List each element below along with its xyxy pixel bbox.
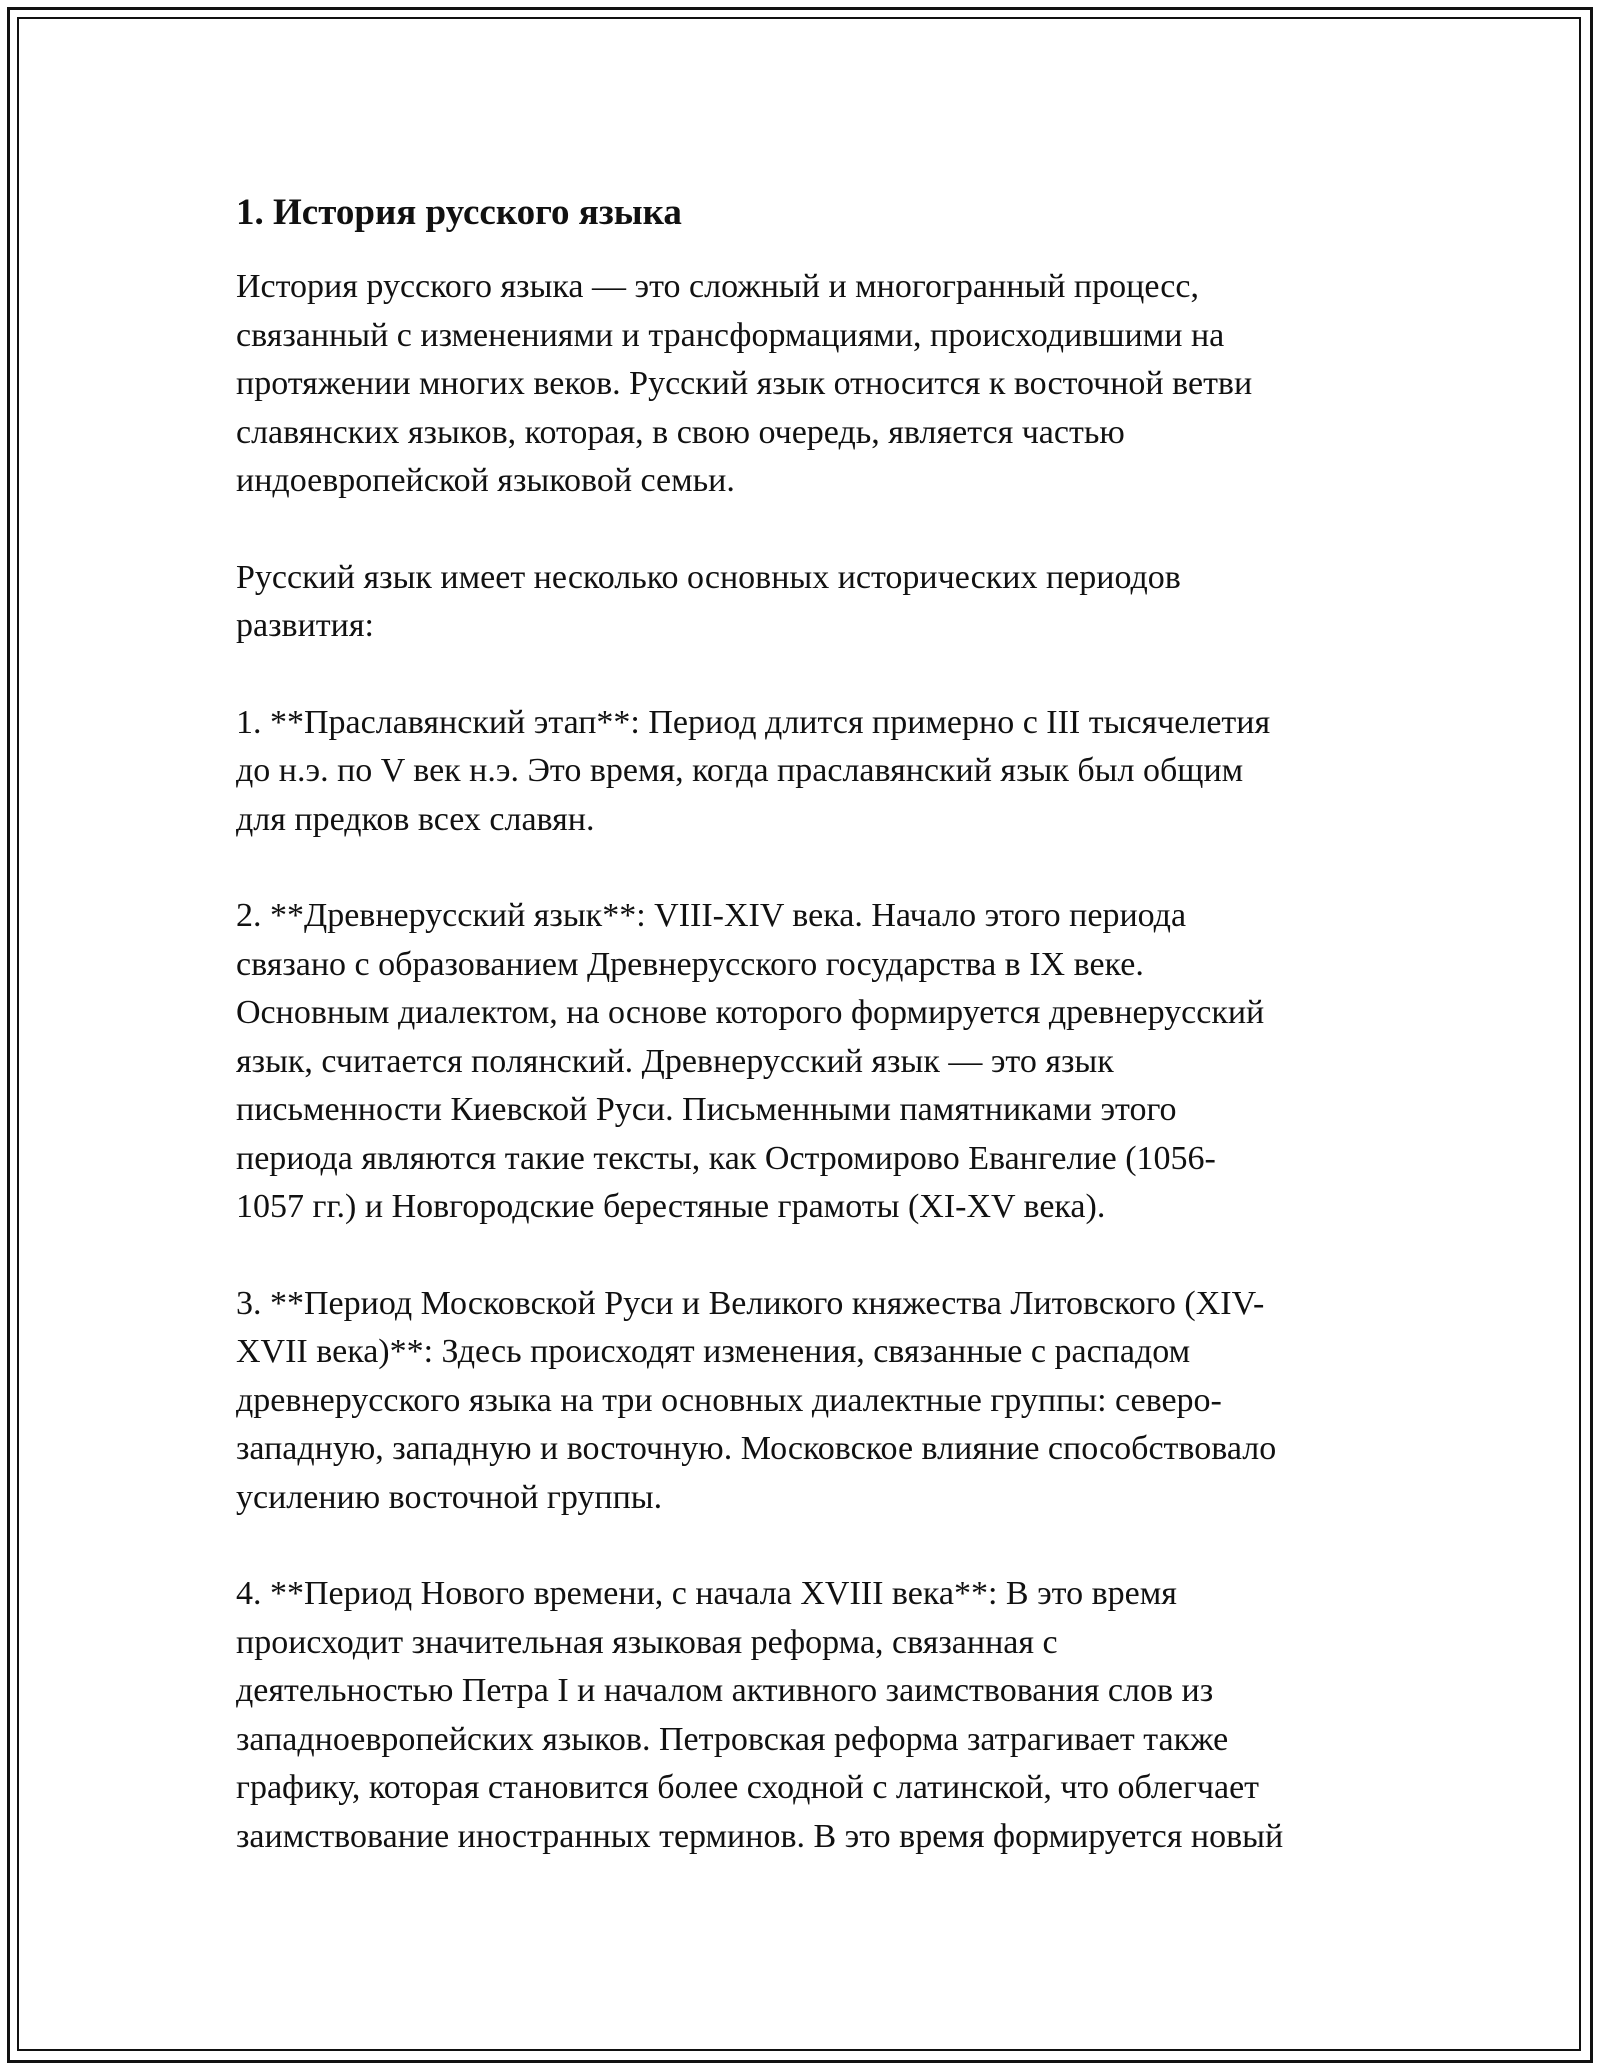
paragraph-period-1: 1. **Праславянский этап**: Период длится примерно с III тысячелетия до н.э. по V век н.э. Это время, когда праславянский язык был общим для предков всех славян. [236,703,1271,838]
paragraph-intro: История русского языка — это сложный и многогранный процесс, связанный с изменениями и трансформациями, происходившими на протяжении многих веков. Русский язык относится к восточной ветви славянских языков, которая, в свою очередь, является частью индоевропейской языковой семьи. [236,268,1253,499]
document-body [236,188,1366,1909]
paragraph-period-4: 4. **Период Нового времени, с начала XVIII века**: В это время происходит значительная языковая реформа, связанная с деятельностью Петра I и началом активного заимствования слов из западноевропейских языков. Петровская реформа затрагивает также графику, которая становится более сходной с латинской, что облегчает заимствование иностранных терминов. В это время формируется новый [236,1575,1284,1855]
document-title: 1. История русского языка [236,192,682,233]
paragraph-period-3: 3. **Период Московской Руси и Великого княжества Литовского (XIV- XVII века)**: Здесь происходят изменения, связанные с распадом древнерусского языка на три основных диалектные группы: северо- западную, западную и восточную. Московское влияние способствовало усилению восточной группы. [236,1284,1277,1516]
paragraph-periods-intro: Русский язык имеет несколько основных исторических периодов развития: [236,558,1181,644]
paragraph-period-2: 2. **Древнерусский язык**: VIII-XIV века. Начало этого периода связано с образованием Древнерусского государства в IX веке. Основным диалектом, на основе которого формируется древнерусский язык, считается полянский. Древнерусский язык — это язык письменности Киевской Руси. Письменными памятниками этого периода являются такие тексты, как Остромирово Евангелие (1056- 1057 гг.) и Новгородские берестяные грамоты (XI-XV века). [236,897,1265,1225]
